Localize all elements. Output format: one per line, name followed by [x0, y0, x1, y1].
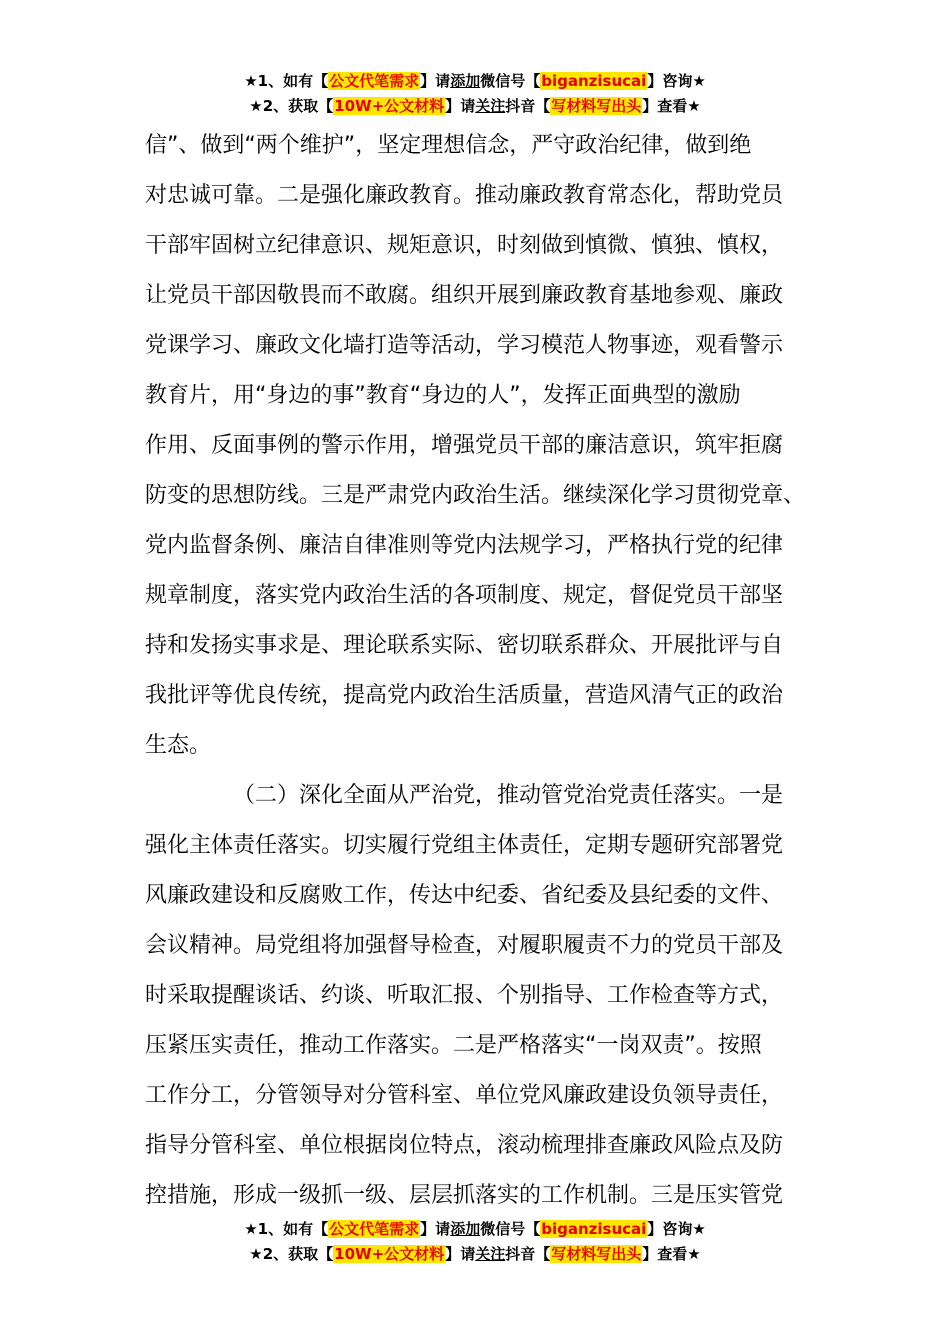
body-line: 控措施，形成一级抓一级、层层抓落实的工作机制。三是压实管党 — [145, 1183, 784, 1208]
banner-text: 微信号 — [480, 1220, 526, 1238]
highlight-wechat-id: biganzisucai — [541, 1220, 647, 1238]
banner-text: ★2、获取 — [249, 1245, 319, 1263]
banner-emphasis: 关注 — [475, 97, 506, 115]
banner-emphasis: 关注 — [475, 1245, 506, 1263]
body-line: 对忠诚可靠。二是强化廉政教育。推动廉政教育常态化，帮助党员 — [145, 183, 784, 208]
bracket: 】 — [445, 1245, 461, 1263]
banner-text: 咨询★ — [662, 1220, 706, 1238]
highlight-service: 公文代笔需求 — [329, 1220, 420, 1238]
body-line: 持和发扬实事求是、理论联系实际、密切联系群众、开展批评与自 — [145, 633, 784, 658]
banner-text: ★1、如有 — [244, 72, 314, 90]
bracket: 】 — [647, 72, 663, 90]
body-line: 党课学习、廉政文化墙打造等活动，学习模范人物事迹，观看警示 — [145, 333, 784, 358]
bracket: 】 — [420, 1220, 436, 1238]
banner-line-1 — [0, 1217, 950, 1242]
body-line: 时采取提醒谈话、约谈、听取汇报、个别指导、工作检查等方式， — [145, 983, 784, 1008]
banner-text: 请 — [460, 1245, 476, 1263]
highlight-materials: 10W+公文材料 — [334, 1245, 445, 1263]
bracket: 】 — [642, 1245, 658, 1263]
bracket: 】 — [420, 72, 436, 90]
banner-emphasis: 添加 — [450, 1220, 481, 1238]
bracket: 】 — [647, 1220, 663, 1238]
banner-text: 请 — [460, 97, 476, 115]
body-line: 干部牢固树立纪律意识、规矩意识，时刻做到慎微、慎独、慎权， — [145, 233, 784, 258]
banner-line-2 — [0, 94, 950, 119]
bracket: 【 — [535, 97, 551, 115]
body-line: 压紧压实责任，推动工作落实。二是严格落实“一岗双责”。按照 — [145, 1033, 762, 1058]
body-line: 我批评等优良传统，提高党内政治生活质量，营造风清气正的政治 — [145, 683, 784, 708]
banner-line-2 — [0, 1242, 950, 1267]
body-line: 生态。 — [145, 733, 212, 758]
body-line: 会议精神。局党组将加强督导检查，对履职履责不力的党员干部及 — [145, 933, 784, 958]
body-line: 工作分工，分管领导对分管科室、单位党风廉政建设负领导责任， — [145, 1083, 784, 1108]
body-line: 信”、做到“两个维护”，坚定理想信念，严守政治纪律，做到绝 — [145, 133, 752, 158]
body-line: 风廉政建设和反腐败工作，传达中纪委、省纪委及县纪委的文件、 — [145, 883, 784, 908]
banner-text: 抖音 — [505, 97, 536, 115]
body-line: 作用、反面事例的警示作用，增强党员干部的廉洁意识，筑牢拒腐 — [145, 433, 784, 458]
bracket: 【 — [313, 72, 329, 90]
body-line: 指导分管科室、单位根据岗位特点，滚动梳理排查廉政风险点及防 — [145, 1133, 784, 1158]
banner-text: 抖音 — [505, 1245, 536, 1263]
highlight-wechat-id: biganzisucai — [541, 72, 647, 90]
body-line: 教育片，用“身边的事”教育“身边的人”，发挥正面典型的激励 — [145, 383, 741, 408]
bracket: 【 — [535, 1245, 551, 1263]
section-heading-line: （二）深化全面从严治党，推动管党治党责任落实。一是 — [233, 783, 784, 808]
header-banner — [0, 69, 950, 119]
body-line: 让党员干部因敬畏而不敢腐。组织开展到廉政教育基地参观、廉政 — [145, 283, 784, 308]
banner-text: 微信号 — [480, 72, 526, 90]
banner-line-1 — [0, 69, 950, 94]
body-line: 党内监督条例、廉洁自律准则等党内法规学习，严格执行党的纪律 — [145, 533, 784, 558]
banner-text: ★2、获取 — [249, 97, 319, 115]
banner-text: 咨询★ — [662, 72, 706, 90]
highlight-douyin-account: 写材料写出头 — [551, 1245, 642, 1263]
bracket: 】 — [445, 97, 461, 115]
banner-text: ★1、如有 — [244, 1220, 314, 1238]
banner-text: 查看★ — [657, 1245, 701, 1263]
bracket: 【 — [318, 97, 334, 115]
highlight-materials: 10W+公文材料 — [334, 97, 445, 115]
banner-text: 请 — [435, 1220, 451, 1238]
footer-banner — [0, 1217, 950, 1267]
bracket: 】 — [642, 97, 658, 115]
highlight-douyin-account: 写材料写出头 — [551, 97, 642, 115]
body-line: 强化主体责任落实。切实履行党组主体责任，定期专题研究部署党 — [145, 833, 784, 858]
banner-text: 请 — [435, 72, 451, 90]
banner-emphasis: 添加 — [450, 72, 481, 90]
document-body — [145, 121, 835, 1221]
body-line: 防变的思想防线。三是严肃党内政治生活。继续深化学习贯彻党章、 — [145, 483, 806, 508]
banner-text: 查看★ — [657, 97, 701, 115]
bracket: 【 — [525, 72, 541, 90]
bracket: 【 — [525, 1220, 541, 1238]
bracket: 【 — [313, 1220, 329, 1238]
body-line: 规章制度，落实党内政治生活的各项制度、规定，督促党员干部坚 — [145, 583, 784, 608]
bracket: 【 — [318, 1245, 334, 1263]
highlight-service: 公文代笔需求 — [329, 72, 420, 90]
